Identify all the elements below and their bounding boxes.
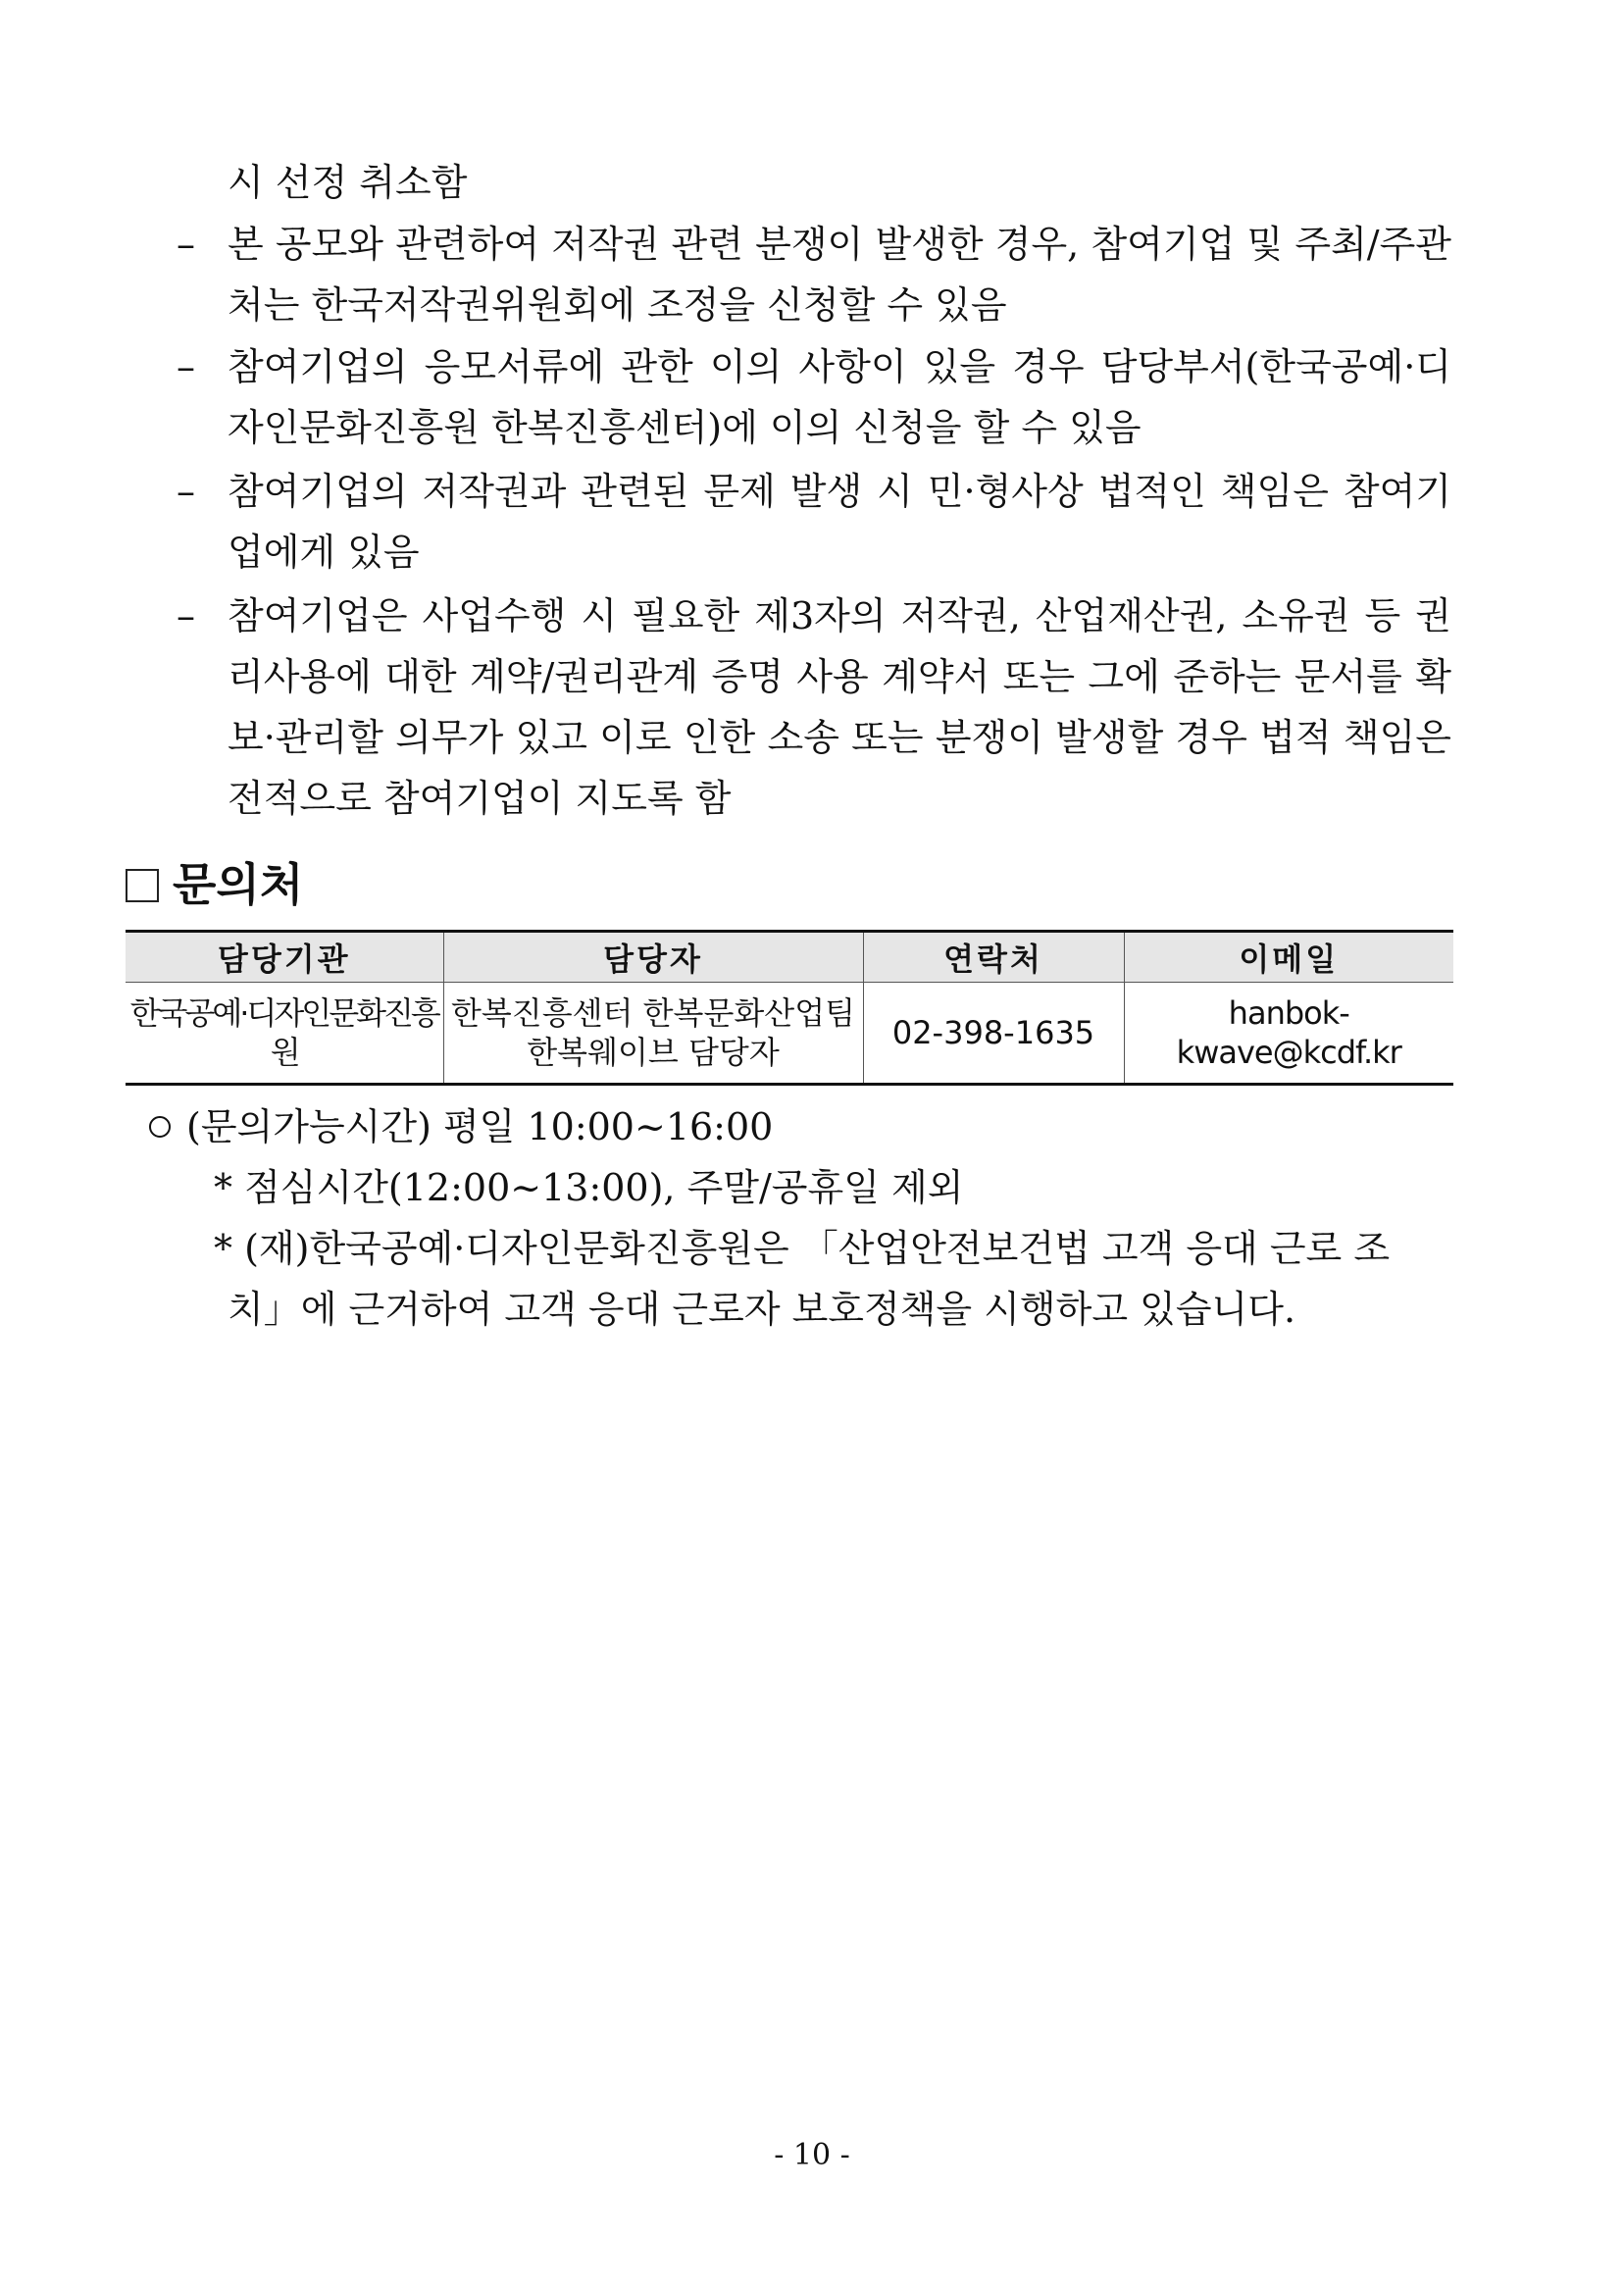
- dash-marker: –: [177, 345, 195, 388]
- inquiry-hours-text: (문의가능시간) 평일 10:00~16:00: [186, 1105, 774, 1148]
- cell-person: [443, 983, 863, 1085]
- dash-marker: –: [177, 594, 195, 637]
- header-email: 이메일: [1124, 932, 1453, 983]
- dash-marker: –: [177, 470, 195, 513]
- continuation-text: 시 선정 취소함: [228, 161, 468, 204]
- table-row: [126, 983, 1453, 1085]
- checkbox-square-icon: [126, 869, 159, 902]
- bullet-text: 본 공모와 관련하여 저작권 관련 분쟁이 발생한 경우, 참여기업 및 주최/주관처는 한국저작권위원회에 조정을 신청할 수 있음: [228, 223, 1451, 327]
- note-policy-line-1: * (재)한국공예·디자인문화진흥원은 「산업안전보건법 고객 응대 근로 조: [214, 1227, 1391, 1270]
- header-org: 담당기관: [126, 932, 443, 983]
- contact-table: [126, 930, 1453, 1086]
- bullet-item: [177, 585, 1451, 829]
- bullet-text: 참여기업의 응모서류에 관한 이의 사항이 있을 경우 담당부서(한국공예·디자인문화진흥원 한복진흥센터)에 이의 신청을 할 수 있음: [228, 345, 1451, 449]
- header-person: 담당자: [443, 932, 863, 983]
- table-header-row: [126, 932, 1453, 983]
- bullet-text: 참여기업의 저작권과 관련된 문제 발생 시 민·형사상 법적인 책임은 참여기업에게 있음: [228, 470, 1451, 574]
- bullet-text: 참여기업은 사업수행 시 필요한 제3자의 저작권, 산업재산권, 소유권 등 권리사용에 대한 계약/권리관계 증명 사용 계약서 또는 그에 준하는 문서를 확보·관리할 의무가 있고 이로 인한 소송 또는 분쟁이 발생할 경우 법적 책임은 전적으로 참여기업이 지도록 함: [228, 594, 1451, 820]
- page-number: - 10 -: [774, 2138, 850, 2172]
- cell-phone: 02-398-1635: [863, 983, 1124, 1085]
- section-heading: [126, 855, 303, 914]
- bullet-item: [177, 336, 1451, 458]
- section-title-text: 문의처: [173, 858, 304, 911]
- bullet-item: [177, 461, 1451, 583]
- note-policy-line-2: 치」에 근거하여 고객 응대 근로자 보호정책을 시행하고 있습니다.: [228, 1288, 1296, 1331]
- bullet-item: [177, 214, 1451, 335]
- note-lunch: * 점심시간(12:00~13:00), 주말/공휴일 제외: [214, 1166, 964, 1209]
- dash-marker: –: [177, 223, 195, 266]
- header-phone: 연락처: [863, 932, 1124, 983]
- inquiry-hours: [149, 1096, 773, 1157]
- circle-bullet-icon: [149, 1116, 171, 1138]
- person-line-1: 한복진흥센터 한복문화산업팀: [450, 994, 856, 1032]
- cell-email: hanbok-kwave@kcdf.kr: [1124, 983, 1453, 1085]
- person-line-2: 한복웨이브 담당자: [527, 1034, 780, 1071]
- cell-org: 한국공예·디자인문화진흥원: [126, 983, 443, 1085]
